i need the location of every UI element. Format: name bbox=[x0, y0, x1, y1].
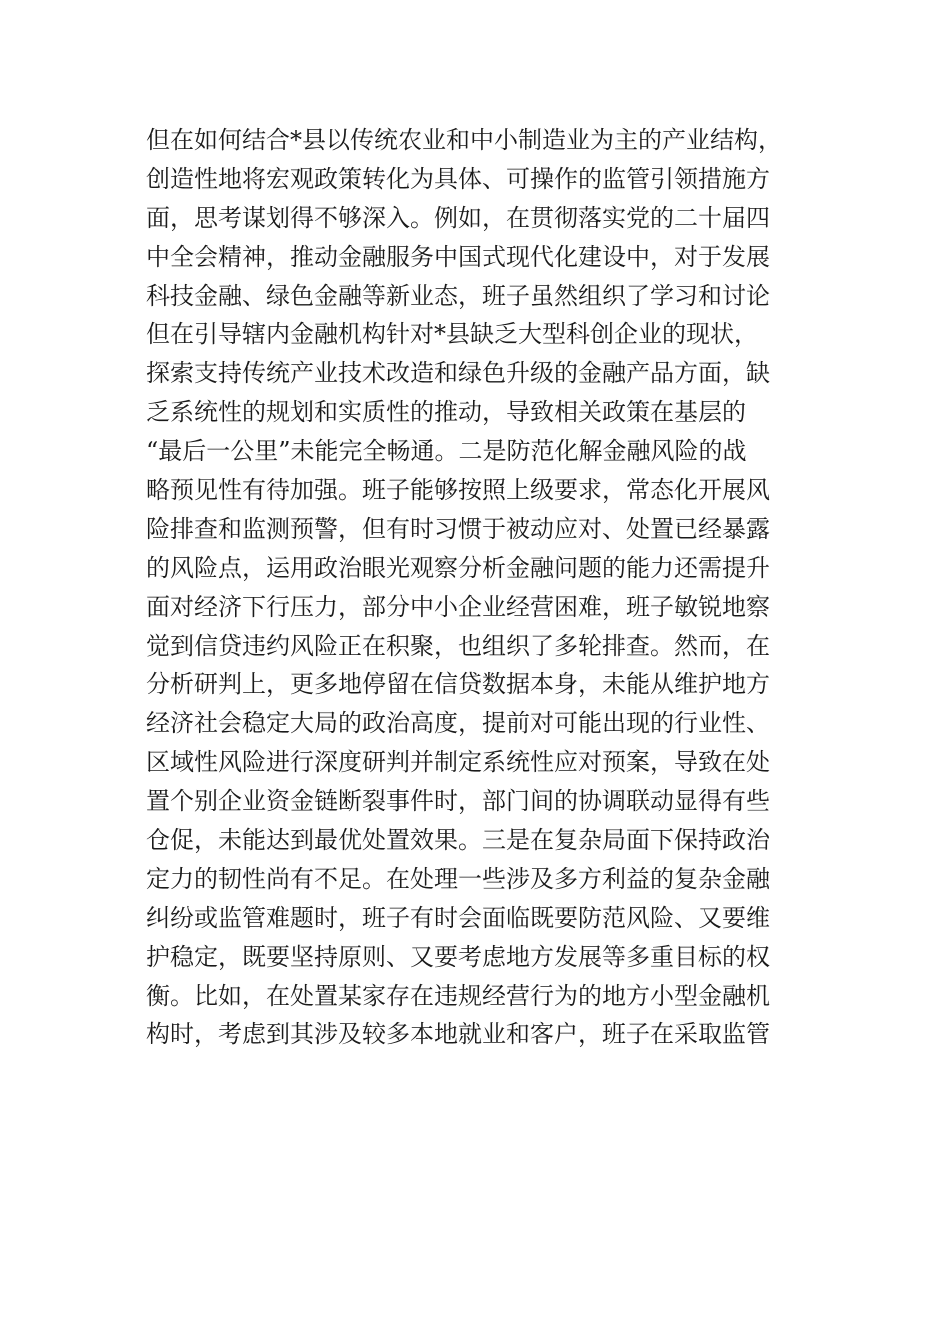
text-line: 科技金融、绿色金融等新业态，班子虽然组织了学习和讨论 bbox=[146, 281, 770, 310]
text-line: 面对经济下行压力，部分中小企业经营困难，班子敏锐地察 bbox=[146, 592, 770, 621]
text-line: 的风险点，运用政治眼光观察分析金融问题的能力还需提升 bbox=[146, 553, 770, 582]
text-line: 置个别企业资金链断裂事件时，部门间的协调联动显得有些 bbox=[146, 787, 770, 816]
text-line: 纠纷或监管难题时，班子有时会面临既要防范风险、又要维 bbox=[146, 903, 770, 932]
text-line: 略预见性有待加强。班子能够按照上级要求，常态化开展风 bbox=[146, 476, 770, 505]
text-line: 衡。比如，在处置某家存在违规经营行为的地方小型金融机 bbox=[146, 981, 770, 1010]
text-line: 仓促，未能达到最优处置效果。三是在复杂局面下保持政治 bbox=[146, 826, 770, 855]
text-line: 探索支持传统产业技术改造和绿色升级的金融产品方面，缺 bbox=[146, 359, 770, 388]
text-line: 面，思考谋划得不够深入。例如，在贯彻落实党的二十届四 bbox=[146, 203, 770, 232]
text-line: “最后一公里”未能完全畅通。二是防范化解金融风险的战 bbox=[146, 437, 747, 466]
text-line: 乏系统性的规划和实质性的推动，导致相关政策在基层的 bbox=[146, 398, 746, 427]
text-line: 定力的韧性尚有不足。在处理一些涉及多方利益的复杂金融 bbox=[146, 864, 770, 893]
text-line: 觉到信贷违约风险正在积聚，也组织了多轮排查。然而，在 bbox=[146, 631, 770, 660]
text-line: 中全会精神，推动金融服务中国式现代化建设中，对于发展 bbox=[146, 242, 770, 271]
text-line: 区域性风险进行深度研判并制定系统性应对预案，导致在处 bbox=[146, 748, 770, 777]
text-line: 护稳定，既要坚持原则、又要考虑地方发展等多重目标的权 bbox=[146, 942, 770, 971]
text-line: 创造性地将宏观政策转化为具体、可操作的监管引领措施方 bbox=[146, 164, 770, 193]
text-line: 但在如何结合*县以传统农业和中小制造业为主的产业结构， bbox=[146, 126, 782, 154]
text-line: 构时，考虑到其涉及较多本地就业和客户，班子在采取监管 bbox=[146, 1020, 770, 1049]
text-line: 但在引导辖内金融机构针对*县缺乏大型科创企业的现状， bbox=[146, 320, 758, 349]
text-line: 经济社会稳定大局的政治高度，提前对可能出现的行业性、 bbox=[146, 709, 770, 738]
text-line: 分析研判上，更多地停留在信贷数据本身，未能从维护地方 bbox=[146, 670, 770, 699]
text-line: 险排查和监测预警，但有时习惯于被动应对、处置已经暴露 bbox=[146, 514, 770, 543]
body-text bbox=[146, 121, 816, 1054]
